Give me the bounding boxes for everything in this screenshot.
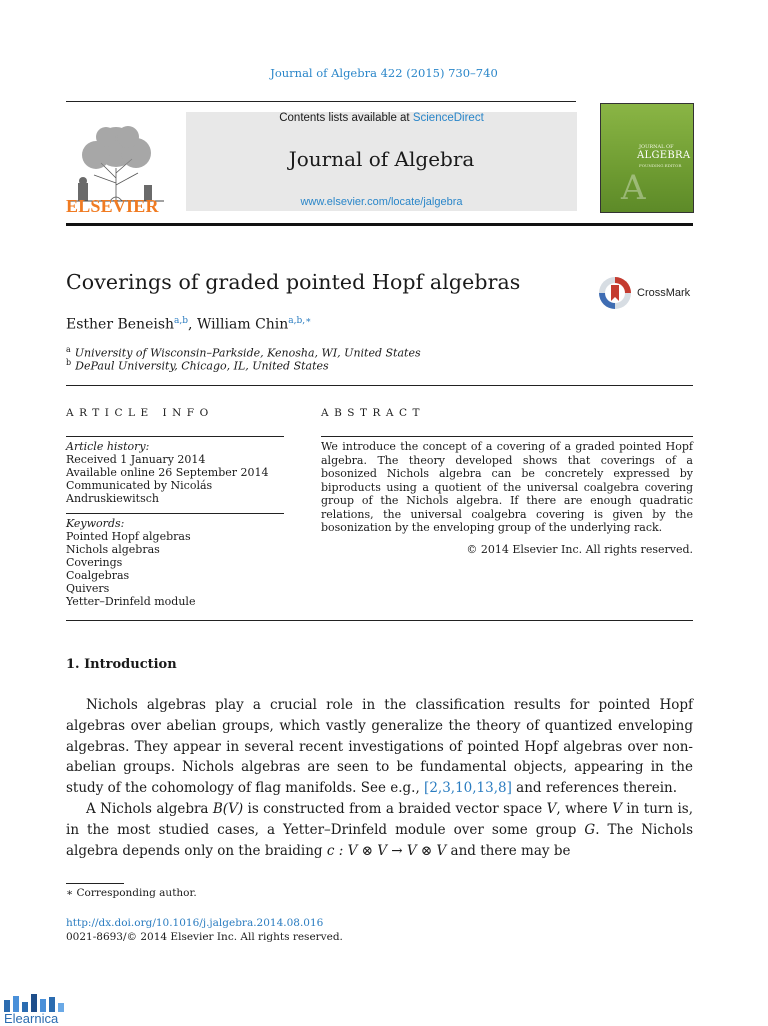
paragraph-text: in turn is, in the most studied cases, a Yetter–Drinfeld module over some group <box>66 801 693 838</box>
keyword: Yetter–Drinfeld module <box>66 595 196 608</box>
crossmark-icon[interactable] <box>598 276 636 310</box>
keywords-label: Keywords: <box>66 517 125 530</box>
author-list <box>66 316 311 333</box>
abstract-copyright: © 2014 Elsevier Inc. All rights reserved. <box>466 543 693 556</box>
header-rule <box>66 101 576 102</box>
journal-url-link[interactable]: www.elsevier.com/locate/jalgebra <box>300 196 463 208</box>
masthead-bottom-rule <box>66 223 693 226</box>
abstract-heading: ABSTRACT <box>321 407 426 419</box>
contents-prefix: Contents lists available at <box>279 112 413 124</box>
math-expression: V <box>546 801 557 817</box>
author-affiliation-marks[interactable]: a,b <box>174 316 189 326</box>
history-item: Communicated by Nicolás <box>66 479 213 492</box>
cover-tagline: FOUNDING EDITOR <box>639 163 682 168</box>
affiliation <box>66 358 329 373</box>
section-rule <box>66 385 693 386</box>
keyword: Quivers <box>66 582 110 595</box>
author-name[interactable]: Esther Beneish <box>66 316 175 333</box>
keyword: Pointed Hopf algebras <box>66 530 191 543</box>
author-name[interactable]: William Chin <box>196 316 289 333</box>
keywords-rule <box>66 513 284 514</box>
cover-title: ALGEBRA <box>637 150 691 161</box>
keyword: Coalgebras <box>66 569 130 582</box>
paragraph-text: and there may be <box>446 842 571 859</box>
copyright-line: 0021-8693/© 2014 Elsevier Inc. All rights reserved. <box>66 931 343 943</box>
history-item: Received 1 January 2014 <box>66 453 206 466</box>
citation-link[interactable]: [2,3,10,13,8] <box>424 780 512 797</box>
abstract-text: We introduce the concept of a covering of a graded pointed Hopf algebra. The theory developed shows that coverings of a bosonized Nichols algebra can be concretely expressed by biproducts using a quotient of the universal coalgebra covering group of the Nichols algebra. If there are enough quadratic relations, the universal coalgebra covering is given by the bosonization by the enveloping group of the underlying rack. <box>321 440 693 534</box>
keyword: Coverings <box>66 556 123 569</box>
math-expression: c : V ⊗ V → V ⊗ V <box>326 842 447 859</box>
paragraph-text: . The Nichols algebra depends only on the braiding <box>66 821 693 859</box>
article-info-rule <box>66 436 284 437</box>
journal-reference[interactable]: Journal of Algebra 422 (2015) 730–740 <box>270 66 498 80</box>
crossmark-label[interactable]: CrossMark <box>637 287 691 299</box>
author-affiliation-marks[interactable]: a,b,∗ <box>288 316 312 326</box>
elearnica-logo-icon <box>4 994 70 1012</box>
section-heading: 1. Introduction <box>66 657 177 672</box>
sciencedirect-link[interactable]: ScienceDirect <box>412 112 484 124</box>
affiliation-mark: b <box>66 358 72 367</box>
keyword: Nichols algebras <box>66 543 160 556</box>
cover-subtitle: JOURNAL OF <box>639 144 674 150</box>
affiliation-text: University of Wisconsin–Parkside, Kenosha, WI, United States <box>74 346 421 360</box>
footnote-rule <box>66 883 124 884</box>
affiliation-mark: a <box>66 345 71 354</box>
history-item: Andruskiewitsch <box>66 492 159 505</box>
math-expression: B(V) <box>212 801 244 817</box>
affiliation-text: DePaul University, Chicago, IL, United States <box>75 359 329 373</box>
doi-link[interactable]: http://dx.doi.org/10.1016/j.jalgebra.2014.08.016 <box>66 917 324 929</box>
section-rule <box>66 620 693 621</box>
abstract-rule <box>321 436 693 437</box>
paragraph <box>66 799 693 861</box>
author-separator: , <box>188 316 197 333</box>
article-title: Coverings of graded pointed Hopf algebras <box>66 270 521 294</box>
math-expression: G <box>584 821 596 838</box>
publisher-wordmark: ELSEVIER <box>66 196 159 216</box>
journal-name: Journal of Algebra <box>288 147 475 171</box>
journal-cover-image <box>600 103 694 213</box>
history-label: Article history: <box>66 440 150 453</box>
paragraph-text: , where <box>556 801 613 817</box>
history-item: Available online 26 September 2014 <box>66 466 269 479</box>
elearnica-wordmark[interactable]: Elearnica <box>4 1011 59 1026</box>
paragraph-text: is constructed from a braided vector space <box>243 801 547 817</box>
cover-letter: A <box>621 168 646 208</box>
paragraph-text: and references therein. <box>511 780 678 797</box>
article-info-heading: ARTICLE INFO <box>66 407 214 419</box>
paragraph-text: Nichols algebras play a crucial role in the classification results for pointed Hopf algebras over abelian groups, which vastly generalize the theory of quantized enveloping algebras. They appear in several recent investigations of pointed Hopf algebras over non-abelian groups. Nichols algebras are seen to be fundamental objects, appearing in the study of the cohomology of flag manifolds. See e.g., <box>66 697 693 797</box>
paragraph-text: A Nichols algebra <box>86 801 213 817</box>
footnote: ∗ Corresponding author. <box>66 887 197 899</box>
paragraph <box>66 695 693 799</box>
contents-line <box>186 112 577 124</box>
math-expression: V <box>612 801 622 817</box>
